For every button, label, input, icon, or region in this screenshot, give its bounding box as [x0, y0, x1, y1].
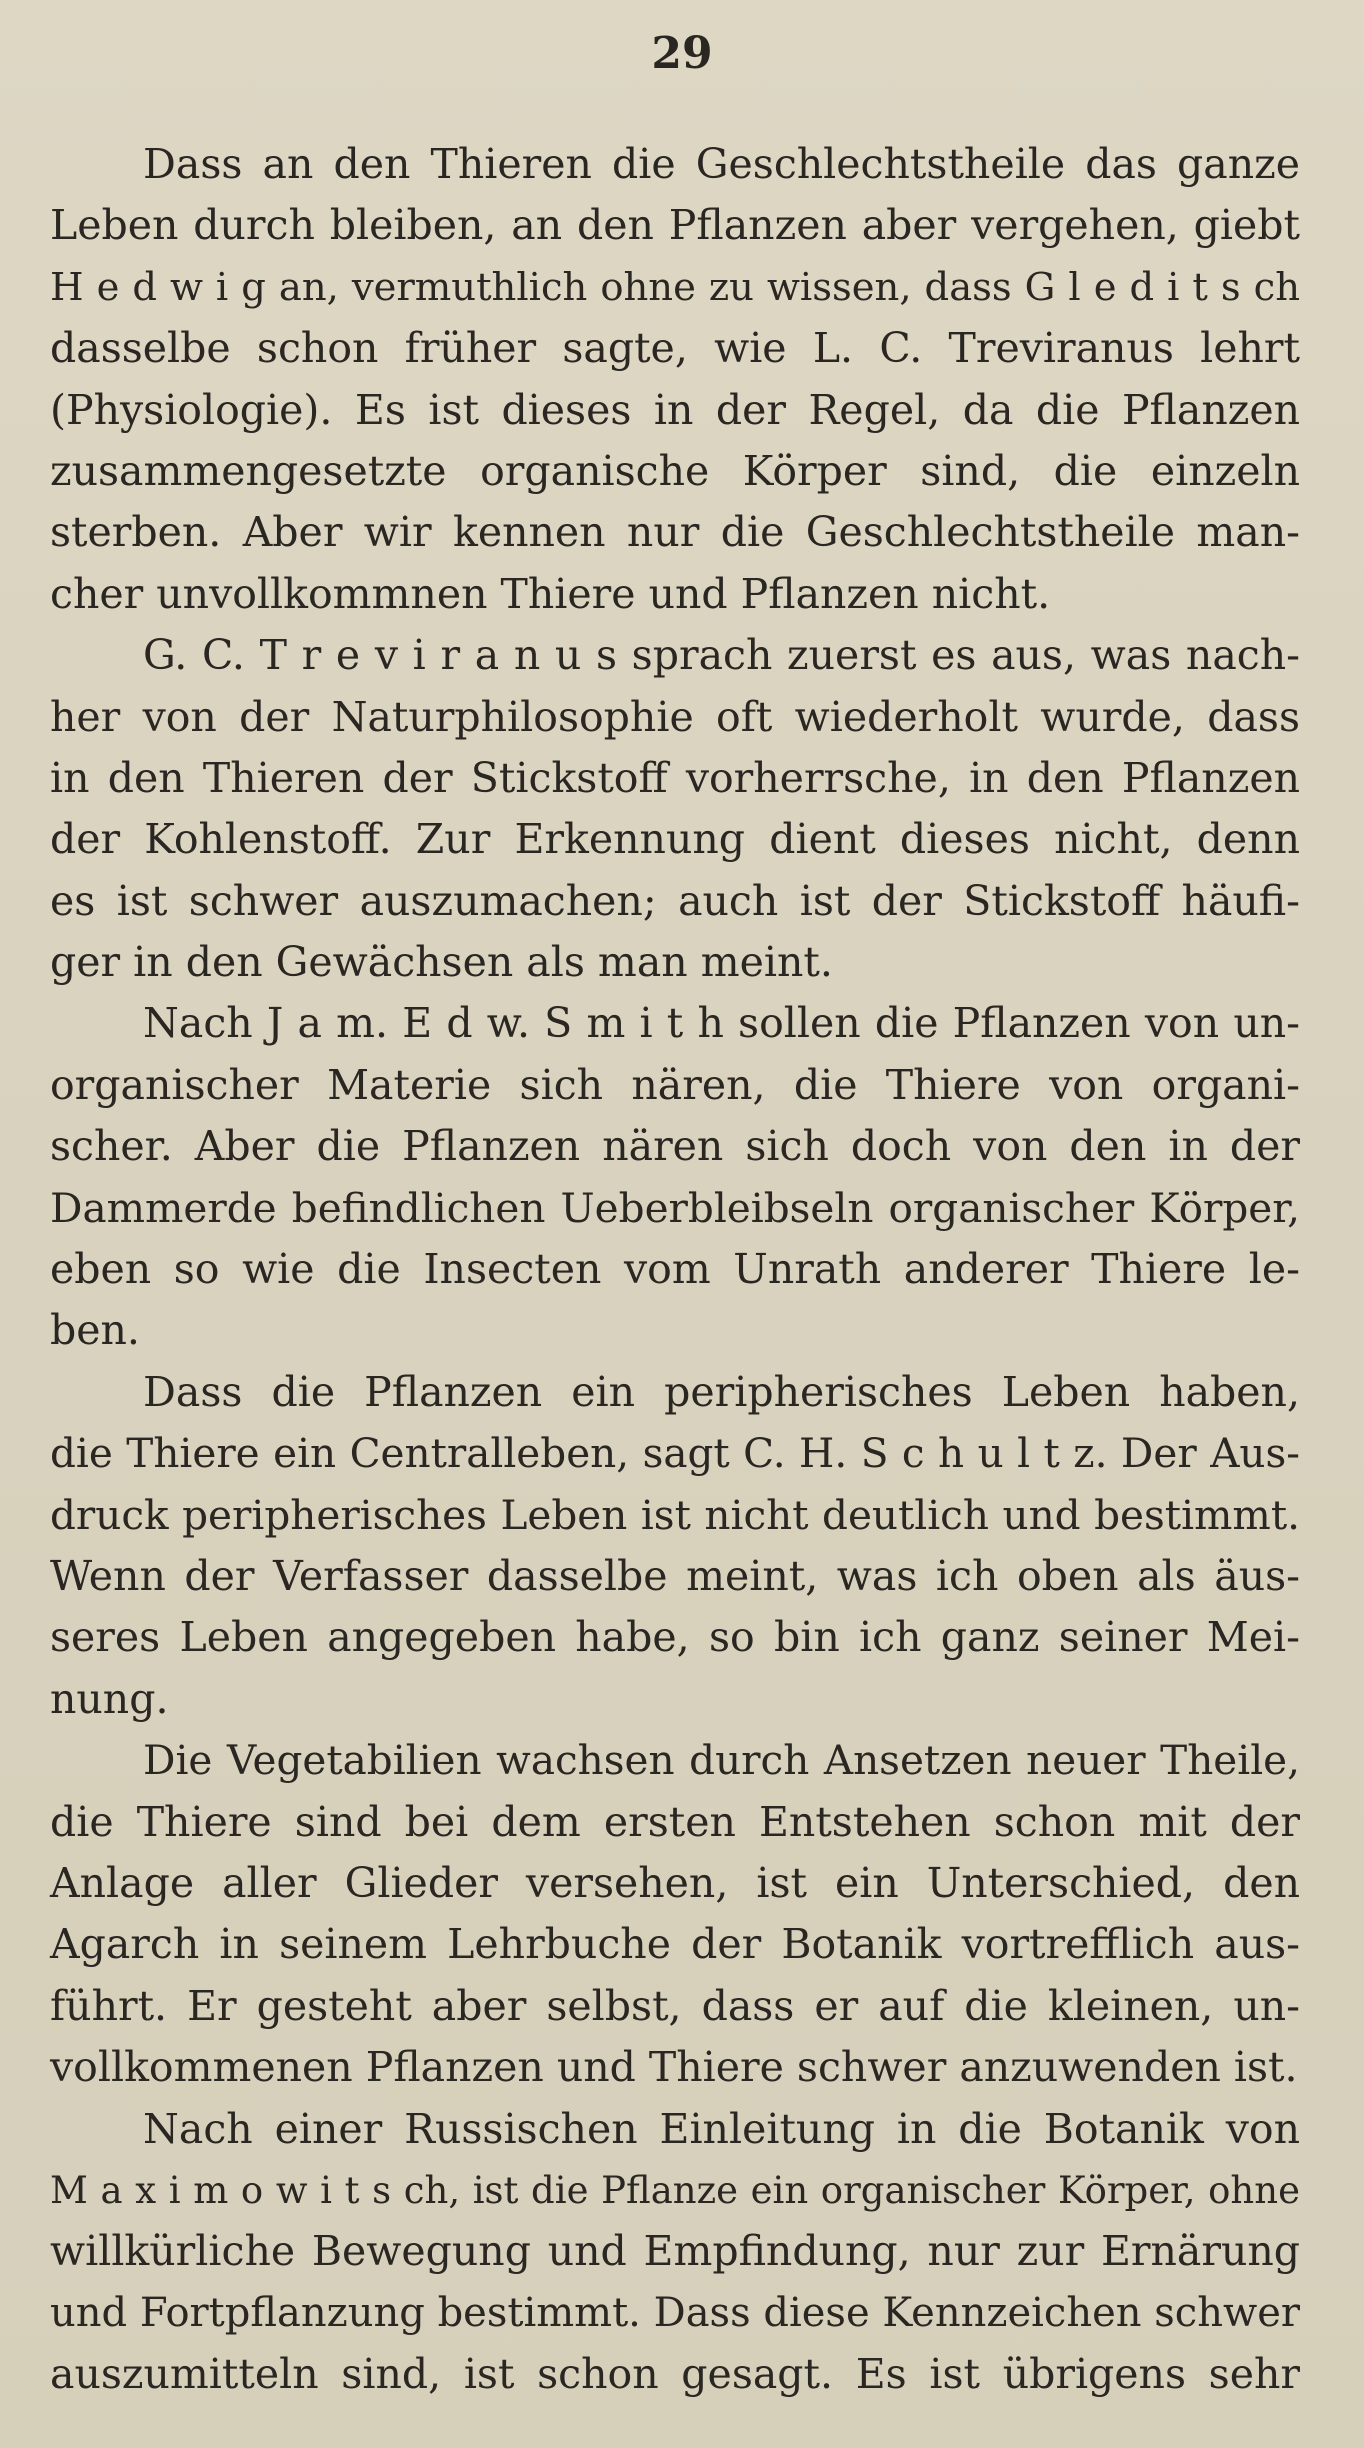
text-line: Nach J a m. E d w. S m i t h sollen die Pflanzen von un-	[143, 999, 1300, 1048]
text-line: willkürliche Bewegung und Empfindung, nur zur Ernärung	[50, 2227, 1300, 2276]
text-line: Die Vegetabilien wachsen durch Ansetzen neuer Theile,	[143, 1736, 1300, 1785]
text-line: H e d w i g an, vermuthlich ohne zu wissen, dass G l e d i t s ch	[50, 264, 1300, 310]
text-line: führt. Er gesteht aber selbst, dass er auf die kleinen, un-	[50, 1981, 1300, 2030]
text-line: es ist schwer auszumachen; auch ist der Stickstoff häufi-	[50, 876, 1300, 925]
text-line: organischer Materie sich nären, die Thiere von organi-	[50, 1060, 1300, 1109]
text-line: seres Leben angegeben habe, so bin ich ganz seiner Mei-	[50, 1613, 1300, 1662]
text-line: Agarch in seinem Lehrbuche der Botanik vortrefflich aus-	[50, 1920, 1300, 1969]
text-line: cher unvollkommnen Thiere und Pflanzen nicht.	[50, 569, 1051, 618]
text-line: Leben durch bleiben, an den Pflanzen aber vergehen, giebt	[50, 201, 1300, 250]
text-line: sterben. Aber wir kennen nur die Geschlechtstheile man-	[50, 508, 1300, 557]
text-line: Dass die Pflanzen ein peripherisches Leben haben,	[143, 1367, 1300, 1416]
body-text	[50, 134, 1300, 2405]
text-line: vollkommenen Pflanzen und Thiere schwer anzuwenden ist.	[50, 2043, 1298, 2092]
text-line: scher. Aber die Pflanzen nären sich doch von den in der	[50, 1122, 1300, 1171]
text-line: Dammerde befindlichen Ueberbleibseln organischer Körper,	[50, 1183, 1300, 1232]
text-line: druck peripherisches Leben ist nicht deutlich und bestimmt.	[50, 1490, 1300, 1539]
text-line: Nach einer Russischen Einleitung in die Botanik von	[143, 2104, 1300, 2153]
text-line: (Physiologie). Es ist dieses in der Regel, da die Pflanzen	[50, 385, 1300, 434]
text-line: nung.	[50, 1674, 169, 1723]
text-line: die Thiere sind bei dem ersten Entstehen schon mit der	[50, 1797, 1300, 1846]
text-line: zusammengesetzte organische Körper sind, die einzeln	[50, 446, 1300, 495]
text-line: G. C. T r e v i r a n u s sprach zuerst es aus, was nach-	[143, 631, 1300, 680]
text-line: die Thiere ein Centralleben, sagt C. H. S c h u l t z. Der Aus-	[50, 1429, 1300, 1478]
text-line: der Kohlenstoff. Zur Erkennung dient dieses nicht, denn	[50, 815, 1300, 864]
text-line: Anlage aller Glieder versehen, ist ein Unterschied, den	[50, 1858, 1300, 1907]
text-line: auszumitteln sind, ist schon gesagt. Es ist übrigens sehr	[50, 2350, 1300, 2399]
text-line: her von der Naturphilosophie oft wiederholt wurde, dass	[50, 692, 1300, 741]
text-line: ger in den Gewächsen als man meint.	[50, 938, 833, 987]
text-line: ben.	[50, 1306, 140, 1355]
text-line: und Fortpflanzung bestimmt. Dass diese Kennzeichen schwer	[50, 2289, 1300, 2336]
text-line: M a x i m o w i t s ch, ist die Pflanze ein organischer Körper, ohne	[50, 2168, 1300, 2212]
text-line: Dass an den Thieren die Geschlechtstheile das ganze	[143, 140, 1300, 188]
text-line: Wenn der Verfasser dasselbe meint, was ich oben als äus-	[50, 1551, 1300, 1600]
text-line: dasselbe schon früher sagte, wie L. C. Treviranus lehrt	[50, 324, 1300, 373]
page-number: 29	[651, 28, 713, 79]
text-line: eben so wie die Insecten vom Unrath anderer Thiere le-	[50, 1245, 1300, 1294]
text-line: in den Thieren der Stickstoff vorherrsche, in den Pflanzen	[50, 753, 1300, 802]
